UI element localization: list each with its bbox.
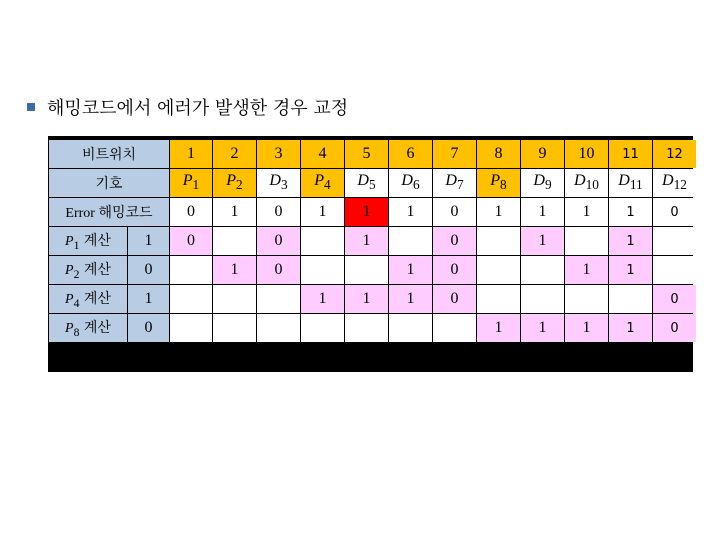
parity-result-p1: 1 bbox=[128, 227, 169, 255]
header-symbol: 기호 bbox=[49, 169, 169, 197]
error-bit-5: 1 bbox=[345, 198, 388, 226]
parity-p1-cell-2 bbox=[213, 227, 256, 255]
parity-p1-cell-9: 1 bbox=[521, 227, 564, 255]
header-error-code: Error 해밍코드 bbox=[49, 198, 169, 226]
row-parity-p4 bbox=[49, 285, 696, 313]
header-parity-p1: $P_1$ 계산 bbox=[49, 227, 127, 255]
pos-cell-8: 8 bbox=[477, 140, 520, 168]
parity-p8-cell-5 bbox=[345, 314, 388, 342]
parity-p8-cell-9: 1 bbox=[521, 314, 564, 342]
parity-p2-cell-11: 1 bbox=[609, 256, 652, 284]
parity-p2-cell-3: 0 bbox=[257, 256, 300, 284]
parity-p2-cell-5 bbox=[345, 256, 388, 284]
symbol-cell-8: $P_8$ bbox=[477, 169, 520, 197]
row-parity-p1 bbox=[49, 227, 696, 255]
hamming-table bbox=[48, 139, 697, 343]
parity-p1-cell-1: 0 bbox=[170, 227, 212, 255]
syndrome-message: 5번째 비트에 에러 발생, bbox=[315, 350, 454, 365]
parity-p4-cell-11 bbox=[609, 285, 652, 313]
parity-p2-cell-10: 1 bbox=[565, 256, 608, 284]
parity-p1-cell-12 bbox=[653, 227, 696, 255]
row-error-code bbox=[49, 198, 696, 226]
symbol-cell-11: $D_{11}$ bbox=[609, 169, 652, 197]
parity-p1-cell-8 bbox=[477, 227, 520, 255]
error-bit-6: 1 bbox=[389, 198, 432, 226]
row-parity-p8 bbox=[49, 314, 696, 342]
pos-cell-7: 7 bbox=[433, 140, 476, 168]
error-bit-12: 0 bbox=[653, 198, 696, 226]
error-bit-4: 1 bbox=[301, 198, 344, 226]
parity-p8-cell-4 bbox=[301, 314, 344, 342]
parity-p4-cell-6: 1 bbox=[389, 285, 432, 313]
parity-p2-cell-4 bbox=[301, 256, 344, 284]
header-parity-p4: $P_4$ 계산 bbox=[49, 285, 127, 313]
header-bit-position: 비트위치 bbox=[49, 140, 169, 168]
parity-p8-cell-10: 1 bbox=[565, 314, 608, 342]
parity-p4-cell-1 bbox=[170, 285, 212, 313]
correction-text: 으로 교정 bbox=[491, 350, 547, 365]
symbol-cell-1: $P_1$ bbox=[170, 169, 212, 197]
parity-p2-cell-8 bbox=[477, 256, 520, 284]
syndrome-binary: =0101= bbox=[249, 350, 294, 365]
symbol-cell-6: $D_6$ bbox=[389, 169, 432, 197]
pos-cell-3: 3 bbox=[257, 140, 300, 168]
parity-p1-cell-6 bbox=[389, 227, 432, 255]
parity-result-p8: 0 bbox=[128, 314, 169, 342]
slide-title-text: 해밍코드에서 에러가 발생한 경우 교정 bbox=[47, 98, 349, 119]
parity-p1-cell-4 bbox=[301, 227, 344, 255]
pos-cell-6: 6 bbox=[389, 140, 432, 168]
parity-p2-cell-2: 1 bbox=[213, 256, 256, 284]
error-bit-1: 0 bbox=[170, 198, 212, 226]
parity-p1-cell-11: 1 bbox=[609, 227, 652, 255]
pos-cell-10: 10 bbox=[565, 140, 608, 168]
row-symbol bbox=[49, 169, 696, 197]
parity-p4-cell-7: 0 bbox=[433, 285, 476, 313]
bullet-square-icon bbox=[27, 103, 35, 111]
symbol-cell-3: $D_3$ bbox=[257, 169, 300, 197]
parity-p8-cell-7 bbox=[433, 314, 476, 342]
header-parity-p8: $P_8$ 계산 bbox=[49, 314, 127, 342]
parity-p8-cell-11: 1 bbox=[609, 314, 652, 342]
error-bit-2: 1 bbox=[213, 198, 256, 226]
parity-result-p2: 0 bbox=[128, 256, 169, 284]
symbol-cell-10: $D_{10}$ bbox=[565, 169, 608, 197]
header-parity-p2: $P_2$ 계산 bbox=[49, 256, 127, 284]
syndrome-value: 5 : bbox=[296, 350, 312, 365]
slide-title bbox=[27, 94, 348, 120]
parity-p1-cell-7: 0 bbox=[433, 227, 476, 255]
pos-cell-4: 4 bbox=[301, 140, 344, 168]
symbol-cell-5: $D_5$ bbox=[345, 169, 388, 197]
parity-p2-cell-1 bbox=[170, 256, 212, 284]
parity-p4-cell-10 bbox=[565, 285, 608, 313]
error-bit-3: 0 bbox=[257, 198, 300, 226]
parity-p2-cell-9 bbox=[521, 256, 564, 284]
parity-p2-cell-6: 1 bbox=[389, 256, 432, 284]
parity-p1-cell-5: 1 bbox=[345, 227, 388, 255]
parity-p8-cell-3 bbox=[257, 314, 300, 342]
parity-p4-cell-2 bbox=[213, 285, 256, 313]
pos-cell-5: 5 bbox=[345, 140, 388, 168]
pos-cell-2: 2 bbox=[213, 140, 256, 168]
symbol-cell-2: $P_2$ bbox=[213, 169, 256, 197]
parity-p4-cell-8 bbox=[477, 285, 520, 313]
error-bit-10: 1 bbox=[565, 198, 608, 226]
pos-cell-12: 12 bbox=[653, 140, 696, 168]
parity-p4-cell-5: 1 bbox=[345, 285, 388, 313]
error-bit-8: 1 bbox=[477, 198, 520, 226]
parity-p4-cell-3 bbox=[257, 285, 300, 313]
row-bit-position bbox=[49, 140, 696, 168]
syndrome-expression: $P_8P_4P_2P_1$ bbox=[194, 350, 250, 368]
parity-p4-cell-12: 0 bbox=[653, 285, 696, 313]
row-parity-p2 bbox=[49, 256, 696, 284]
symbol-cell-12: $D_{12}$ bbox=[653, 169, 696, 197]
parity-p4-cell-4: 1 bbox=[301, 285, 344, 313]
symbol-cell-9: $D_9$ bbox=[521, 169, 564, 197]
error-bit-9: 1 bbox=[521, 198, 564, 226]
pos-cell-9: 9 bbox=[521, 140, 564, 168]
parity-p8-cell-2 bbox=[213, 314, 256, 342]
pos-cell-1: 1 bbox=[170, 140, 212, 168]
parity-p1-cell-10 bbox=[565, 227, 608, 255]
symbol-cell-7: $D_7$ bbox=[433, 169, 476, 197]
parity-p4-cell-9 bbox=[521, 285, 564, 313]
parity-p1-cell-3: 0 bbox=[257, 227, 300, 255]
parity-p2-cell-7: 0 bbox=[433, 256, 476, 284]
syndrome-note bbox=[48, 346, 693, 368]
error-bit-7: 0 bbox=[433, 198, 476, 226]
parity-p8-cell-12: 0 bbox=[653, 314, 696, 342]
table-top-rule bbox=[48, 136, 693, 138]
parity-p8-cell-8: 1 bbox=[477, 314, 520, 342]
parity-p8-cell-6 bbox=[389, 314, 432, 342]
parity-result-p4: 1 bbox=[128, 285, 169, 313]
parity-p8-cell-1 bbox=[170, 314, 212, 342]
pos-cell-11: 11 bbox=[609, 140, 652, 168]
correction-arrow: 1 → 0 bbox=[456, 350, 492, 365]
table-bottom-rule bbox=[48, 370, 693, 372]
parity-p2-cell-12 bbox=[653, 256, 696, 284]
symbol-cell-4: $P_4$ bbox=[301, 169, 344, 197]
error-bit-11: 1 bbox=[609, 198, 652, 226]
